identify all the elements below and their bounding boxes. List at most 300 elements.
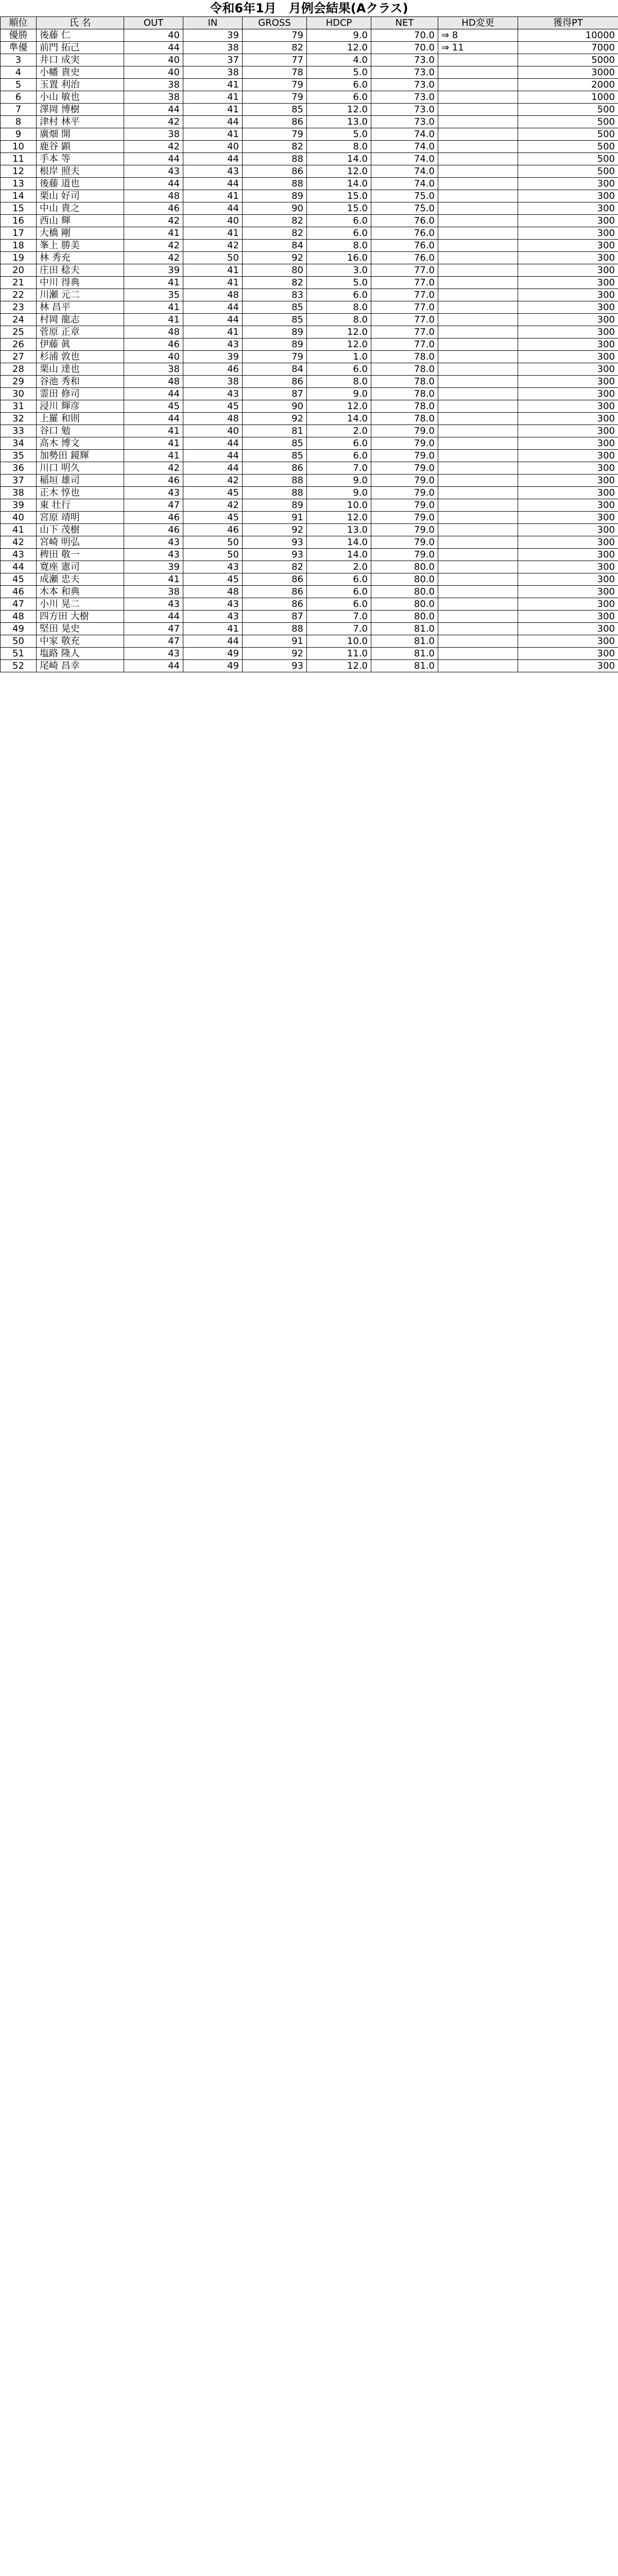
cell-points: 300 <box>518 363 618 376</box>
cell-name: 前門 拓己 <box>37 42 124 54</box>
table-row <box>1 165 618 178</box>
cell-gross: 92 <box>243 524 307 536</box>
cell-net: 76.0 <box>371 215 438 227</box>
cell-hdcp: 6.0 <box>307 91 371 104</box>
cell-hd-change <box>438 202 518 215</box>
cell-net: 77.0 <box>371 314 438 326</box>
cell-hdcp: 7.0 <box>307 623 371 635</box>
table-row <box>1 79 618 91</box>
table-row <box>1 573 618 586</box>
cell-net: 79.0 <box>371 512 438 524</box>
cell-hd-change <box>438 376 518 388</box>
cell-out: 43 <box>124 165 183 178</box>
cell-rank: 11 <box>1 153 37 165</box>
cell-hd-change <box>438 586 518 598</box>
cell-hdcp: 8.0 <box>307 301 371 314</box>
cell-net: 73.0 <box>371 104 438 116</box>
cell-hd-change <box>438 388 518 400</box>
cell-out: 42 <box>124 116 183 128</box>
cell-name: 堅田 晃史 <box>37 623 124 635</box>
cell-hd-change: ⇒ 11 <box>438 42 518 54</box>
cell-rank: 41 <box>1 524 37 536</box>
cell-name: 加勢田 鏡輝 <box>37 450 124 462</box>
cell-hdcp: 12.0 <box>307 512 371 524</box>
cell-in: 45 <box>183 400 243 413</box>
cell-out: 47 <box>124 635 183 648</box>
cell-hd-change <box>438 190 518 202</box>
cell-hdcp: 14.0 <box>307 178 371 190</box>
cell-hdcp: 12.0 <box>307 326 371 338</box>
cell-gross: 85 <box>243 301 307 314</box>
cell-hd-change <box>438 660 518 672</box>
cell-out: 42 <box>124 215 183 227</box>
cell-gross: 86 <box>243 116 307 128</box>
cell-name: 林 昌平 <box>37 301 124 314</box>
cell-name: 四方田 大樹 <box>37 611 124 623</box>
cell-in: 50 <box>183 252 243 264</box>
cell-net: 70.0 <box>371 29 438 42</box>
cell-points: 300 <box>518 326 618 338</box>
cell-gross: 89 <box>243 499 307 512</box>
cell-hdcp: 12.0 <box>307 42 371 54</box>
cell-gross: 79 <box>243 29 307 42</box>
cell-hdcp: 12.0 <box>307 338 371 351</box>
cell-in: 44 <box>183 462 243 474</box>
cell-in: 44 <box>183 450 243 462</box>
cell-net: 80.0 <box>371 611 438 623</box>
cell-rank: 32 <box>1 413 37 425</box>
cell-net: 80.0 <box>371 586 438 598</box>
cell-points: 300 <box>518 351 618 363</box>
cell-name: 川瀬 元二 <box>37 289 124 301</box>
cell-rank: 24 <box>1 314 37 326</box>
table-row <box>1 91 618 104</box>
cell-hdcp: 14.0 <box>307 413 371 425</box>
cell-rank: 40 <box>1 512 37 524</box>
cell-name: 庄田 稔夫 <box>37 264 124 277</box>
cell-out: 46 <box>124 474 183 487</box>
cell-rank: 25 <box>1 326 37 338</box>
cell-hd-change <box>438 165 518 178</box>
cell-in: 44 <box>183 314 243 326</box>
table-row <box>1 635 618 648</box>
cell-hd-change: ⇒ 8 <box>438 29 518 42</box>
cell-points: 300 <box>518 178 618 190</box>
table-row <box>1 437 618 450</box>
cell-hdcp: 6.0 <box>307 215 371 227</box>
cell-hdcp: 6.0 <box>307 289 371 301</box>
cell-rank: 19 <box>1 252 37 264</box>
cell-in: 44 <box>183 153 243 165</box>
cell-points: 300 <box>518 264 618 277</box>
cell-out: 48 <box>124 190 183 202</box>
cell-gross: 85 <box>243 437 307 450</box>
cell-out: 43 <box>124 549 183 561</box>
cell-points: 300 <box>518 487 618 499</box>
cell-hdcp: 12.0 <box>307 660 371 672</box>
cell-rank: 38 <box>1 487 37 499</box>
cell-rank: 6 <box>1 91 37 104</box>
cell-name: 中家 敬充 <box>37 635 124 648</box>
cell-rank: 23 <box>1 301 37 314</box>
cell-gross: 89 <box>243 326 307 338</box>
cell-name: 中山 貴之 <box>37 202 124 215</box>
cell-in: 38 <box>183 66 243 79</box>
cell-out: 44 <box>124 611 183 623</box>
cell-hd-change <box>438 264 518 277</box>
cell-out: 38 <box>124 79 183 91</box>
cell-in: 43 <box>183 388 243 400</box>
table-row <box>1 487 618 499</box>
header-out: OUT <box>124 17 183 29</box>
cell-out: 42 <box>124 462 183 474</box>
cell-hd-change <box>438 227 518 240</box>
cell-gross: 82 <box>243 141 307 153</box>
cell-rank: 準優 <box>1 42 37 54</box>
cell-points: 300 <box>518 314 618 326</box>
table-row <box>1 314 618 326</box>
cell-gross: 91 <box>243 635 307 648</box>
table-row <box>1 611 618 623</box>
table-row <box>1 388 618 400</box>
cell-rank: 27 <box>1 351 37 363</box>
cell-net: 76.0 <box>371 252 438 264</box>
cell-points: 300 <box>518 227 618 240</box>
cell-hd-change <box>438 153 518 165</box>
table-row <box>1 363 618 376</box>
cell-name: 小川 晃二 <box>37 598 124 611</box>
cell-in: 40 <box>183 215 243 227</box>
cell-out: 41 <box>124 277 183 289</box>
cell-out: 44 <box>124 42 183 54</box>
cell-rank: 44 <box>1 561 37 573</box>
results-table <box>0 16 618 672</box>
table-row <box>1 351 618 363</box>
cell-rank: 4 <box>1 66 37 79</box>
cell-hdcp: 10.0 <box>307 635 371 648</box>
cell-hdcp: 6.0 <box>307 598 371 611</box>
cell-points: 500 <box>518 141 618 153</box>
cell-gross: 88 <box>243 474 307 487</box>
cell-gross: 90 <box>243 202 307 215</box>
cell-hd-change <box>438 301 518 314</box>
cell-gross: 78 <box>243 66 307 79</box>
cell-net: 73.0 <box>371 79 438 91</box>
cell-rank: 33 <box>1 425 37 437</box>
table-row <box>1 289 618 301</box>
cell-out: 42 <box>124 252 183 264</box>
cell-out: 35 <box>124 289 183 301</box>
cell-out: 38 <box>124 363 183 376</box>
table-row <box>1 598 618 611</box>
cell-in: 41 <box>183 79 243 91</box>
cell-net: 77.0 <box>371 289 438 301</box>
cell-name: 木本 和典 <box>37 586 124 598</box>
cell-in: 48 <box>183 413 243 425</box>
cell-out: 38 <box>124 128 183 141</box>
table-row <box>1 648 618 660</box>
cell-in: 38 <box>183 42 243 54</box>
cell-hd-change <box>438 128 518 141</box>
cell-out: 41 <box>124 301 183 314</box>
cell-name: 宮原 靖明 <box>37 512 124 524</box>
cell-hd-change <box>438 54 518 66</box>
cell-out: 43 <box>124 598 183 611</box>
cell-net: 73.0 <box>371 116 438 128</box>
cell-rank: 36 <box>1 462 37 474</box>
cell-name: 谷口 勉 <box>37 425 124 437</box>
cell-points: 300 <box>518 474 618 487</box>
cell-in: 37 <box>183 54 243 66</box>
cell-name: 山下 茂樹 <box>37 524 124 536</box>
cell-hdcp: 14.0 <box>307 549 371 561</box>
cell-hdcp: 15.0 <box>307 190 371 202</box>
cell-rank: 8 <box>1 116 37 128</box>
cell-net: 78.0 <box>371 376 438 388</box>
cell-net: 81.0 <box>371 660 438 672</box>
cell-gross: 82 <box>243 277 307 289</box>
cell-points: 300 <box>518 400 618 413</box>
cell-points: 300 <box>518 598 618 611</box>
section-title: 令和6年1月 月例会結果(Aクラス) <box>210 1 408 15</box>
cell-rank: 31 <box>1 400 37 413</box>
cell-hd-change <box>438 635 518 648</box>
cell-out: 46 <box>124 338 183 351</box>
cell-rank: 52 <box>1 660 37 672</box>
table-row <box>1 623 618 635</box>
cell-out: 46 <box>124 512 183 524</box>
cell-name: 栗山 達也 <box>37 363 124 376</box>
cell-points: 300 <box>518 611 618 623</box>
cell-in: 45 <box>183 573 243 586</box>
cell-rank: 18 <box>1 240 37 252</box>
cell-net: 79.0 <box>371 450 438 462</box>
cell-gross: 92 <box>243 648 307 660</box>
cell-hd-change <box>438 499 518 512</box>
cell-hdcp: 6.0 <box>307 573 371 586</box>
cell-points: 500 <box>518 153 618 165</box>
cell-out: 41 <box>124 227 183 240</box>
cell-net: 79.0 <box>371 524 438 536</box>
cell-hdcp: 5.0 <box>307 128 371 141</box>
cell-out: 39 <box>124 561 183 573</box>
cell-in: 43 <box>183 598 243 611</box>
table-row <box>1 326 618 338</box>
cell-hd-change <box>438 314 518 326</box>
cell-in: 44 <box>183 178 243 190</box>
cell-gross: 86 <box>243 462 307 474</box>
cell-points: 300 <box>518 413 618 425</box>
cell-points: 7000 <box>518 42 618 54</box>
cell-in: 43 <box>183 561 243 573</box>
cell-rank: 28 <box>1 363 37 376</box>
cell-in: 44 <box>183 202 243 215</box>
table-row <box>1 512 618 524</box>
table-row <box>1 413 618 425</box>
cell-hdcp: 6.0 <box>307 227 371 240</box>
cell-net: 78.0 <box>371 413 438 425</box>
cell-in: 39 <box>183 29 243 42</box>
table-row <box>1 104 618 116</box>
table-row <box>1 524 618 536</box>
cell-rank: 3 <box>1 54 37 66</box>
cell-in: 44 <box>183 301 243 314</box>
header-gross: GROSS <box>243 17 307 29</box>
cell-rank: 30 <box>1 388 37 400</box>
cell-net: 77.0 <box>371 277 438 289</box>
cell-out: 45 <box>124 400 183 413</box>
cell-rank: 34 <box>1 437 37 450</box>
cell-in: 46 <box>183 524 243 536</box>
cell-out: 41 <box>124 425 183 437</box>
cell-hdcp: 13.0 <box>307 524 371 536</box>
cell-in: 41 <box>183 128 243 141</box>
cell-net: 79.0 <box>371 425 438 437</box>
cell-rank: 39 <box>1 499 37 512</box>
cell-points: 5000 <box>518 54 618 66</box>
cell-points: 300 <box>518 499 618 512</box>
cell-gross: 86 <box>243 598 307 611</box>
cell-net: 76.0 <box>371 240 438 252</box>
cell-hd-change <box>438 450 518 462</box>
cell-gross: 77 <box>243 54 307 66</box>
cell-hdcp: 8.0 <box>307 376 371 388</box>
cell-points: 300 <box>518 190 618 202</box>
cell-name: 後藤 仁 <box>37 29 124 42</box>
cell-hd-change <box>438 524 518 536</box>
table-row <box>1 400 618 413</box>
table-row <box>1 264 618 277</box>
cell-name: 峯上 勝美 <box>37 240 124 252</box>
table-row <box>1 66 618 79</box>
header-row <box>1 17 618 29</box>
cell-points: 300 <box>518 635 618 648</box>
table-row <box>1 29 618 42</box>
cell-hd-change <box>438 623 518 635</box>
cell-name: 稗田 敬一 <box>37 549 124 561</box>
table-row <box>1 178 618 190</box>
cell-hdcp: 6.0 <box>307 363 371 376</box>
cell-gross: 79 <box>243 79 307 91</box>
header-net: NET <box>371 17 438 29</box>
cell-points: 300 <box>518 215 618 227</box>
cell-hd-change <box>438 240 518 252</box>
cell-in: 41 <box>183 190 243 202</box>
cell-net: 73.0 <box>371 91 438 104</box>
cell-out: 40 <box>124 54 183 66</box>
cell-name: 上羅 和則 <box>37 413 124 425</box>
cell-name: 川口 明久 <box>37 462 124 474</box>
cell-gross: 87 <box>243 388 307 400</box>
cell-net: 79.0 <box>371 549 438 561</box>
cell-name: 村岡 龍志 <box>37 314 124 326</box>
cell-in: 41 <box>183 227 243 240</box>
cell-hdcp: 3.0 <box>307 264 371 277</box>
cell-net: 73.0 <box>371 66 438 79</box>
table-row <box>1 116 618 128</box>
cell-out: 44 <box>124 388 183 400</box>
cell-name: 稲垣 雄司 <box>37 474 124 487</box>
cell-name: 成瀬 忠夫 <box>37 573 124 586</box>
cell-hd-change <box>438 536 518 549</box>
cell-points: 300 <box>518 388 618 400</box>
cell-hdcp: 4.0 <box>307 54 371 66</box>
cell-net: 74.0 <box>371 153 438 165</box>
cell-rank: 22 <box>1 289 37 301</box>
cell-gross: 88 <box>243 153 307 165</box>
cell-in: 41 <box>183 623 243 635</box>
cell-out: 38 <box>124 586 183 598</box>
cell-hd-change <box>438 363 518 376</box>
header-rank: 順位 <box>1 17 37 29</box>
cell-name: 尾崎 昌幸 <box>37 660 124 672</box>
page <box>0 0 618 672</box>
header-hd-change: HD変更 <box>438 17 518 29</box>
cell-name: 栗山 好司 <box>37 190 124 202</box>
table-row <box>1 338 618 351</box>
cell-net: 74.0 <box>371 128 438 141</box>
cell-name: 林 秀充 <box>37 252 124 264</box>
cell-hdcp: 12.0 <box>307 165 371 178</box>
cell-hdcp: 9.0 <box>307 474 371 487</box>
cell-hd-change <box>438 400 518 413</box>
cell-net: 78.0 <box>371 400 438 413</box>
cell-name: 菅原 正章 <box>37 326 124 338</box>
cell-in: 41 <box>183 91 243 104</box>
cell-hd-change <box>438 474 518 487</box>
cell-hdcp: 10.0 <box>307 499 371 512</box>
cell-out: 43 <box>124 536 183 549</box>
cell-hd-change <box>438 462 518 474</box>
table-row <box>1 536 618 549</box>
cell-gross: 86 <box>243 376 307 388</box>
cell-in: 48 <box>183 586 243 598</box>
cell-name: 中川 得典 <box>37 277 124 289</box>
cell-hdcp: 14.0 <box>307 153 371 165</box>
cell-hd-change <box>438 561 518 573</box>
cell-hd-change <box>438 351 518 363</box>
cell-hd-change <box>438 573 518 586</box>
cell-name: 伊藤 眞 <box>37 338 124 351</box>
cell-gross: 93 <box>243 660 307 672</box>
cell-name: 塩路 隆人 <box>37 648 124 660</box>
cell-in: 43 <box>183 611 243 623</box>
cell-net: 78.0 <box>371 388 438 400</box>
cell-gross: 87 <box>243 611 307 623</box>
cell-gross: 92 <box>243 252 307 264</box>
cell-hd-change <box>438 215 518 227</box>
table-row <box>1 277 618 289</box>
cell-name: 廣畑 開 <box>37 128 124 141</box>
cell-in: 40 <box>183 425 243 437</box>
cell-gross: 83 <box>243 289 307 301</box>
cell-hdcp: 13.0 <box>307 116 371 128</box>
cell-hdcp: 14.0 <box>307 536 371 549</box>
cell-gross: 86 <box>243 165 307 178</box>
cell-hd-change <box>438 326 518 338</box>
cell-net: 81.0 <box>371 623 438 635</box>
cell-rank: 51 <box>1 648 37 660</box>
cell-points: 2000 <box>518 79 618 91</box>
cell-rank: 49 <box>1 623 37 635</box>
cell-out: 44 <box>124 153 183 165</box>
cell-name: 玉置 利治 <box>37 79 124 91</box>
cell-gross: 92 <box>243 413 307 425</box>
cell-points: 500 <box>518 128 618 141</box>
cell-hd-change <box>438 598 518 611</box>
cell-points: 1000 <box>518 91 618 104</box>
cell-hdcp: 5.0 <box>307 277 371 289</box>
